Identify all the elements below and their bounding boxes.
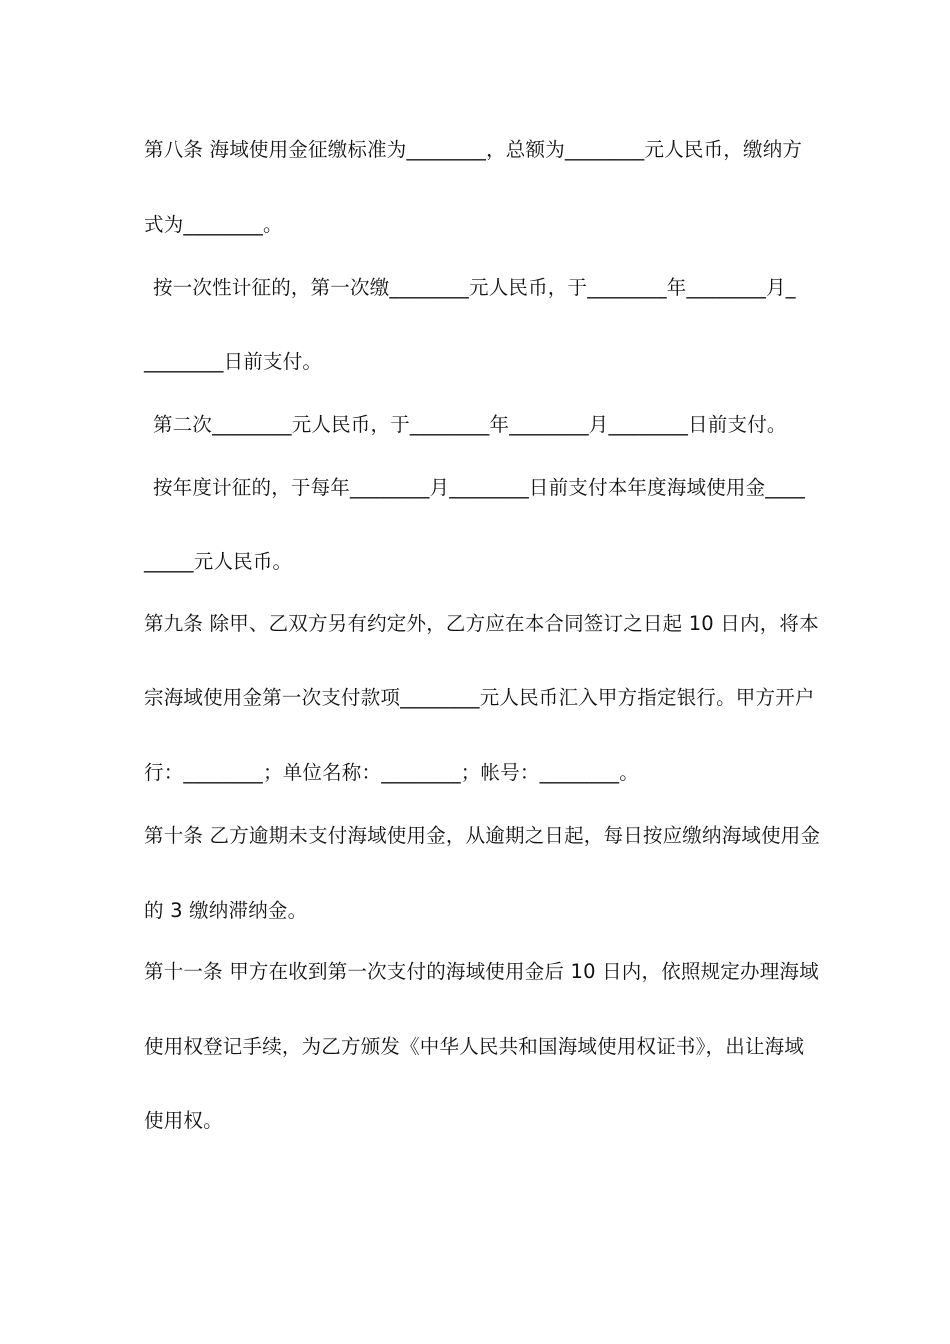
article-10-line-1: 第十条 乙方逾期未支付海域使用金，从逾期之日起，每日按应缴纳海域使用金: [144, 824, 821, 847]
article-11-line-1: 第十一条 甲方在收到第一次支付的海域使用金后 10 日内，依照规定办理海域: [144, 960, 819, 983]
article-8-line-1: 第八条 海域使用金征缴标准为________，总额为________元人民币，缴纳方: [144, 138, 803, 161]
annual-line-2: _____元人民币。: [144, 550, 293, 573]
article-11-line-3: 使用权。: [144, 1109, 223, 1132]
article-8-line-2: 式为________。: [144, 213, 283, 236]
second-payment-line: 第二次________元人民币，于________年________月________日前支付。: [153, 413, 787, 436]
annual-line-1: 按年度计征的，于每年________月________日前支付本年度海域使用金____: [153, 476, 806, 499]
article-9-line-2: 宗海域使用金第一次支付款项________元人民币汇入甲方指定银行。甲方开户: [144, 686, 815, 709]
article-10-line-2: 的 3 缴纳滞纳金。: [144, 899, 308, 922]
article-9-line-3: 行：________；单位名称：________；帐号：________。: [144, 761, 639, 784]
article-11-line-2: 使用权登记手续，为乙方颁发《中华人民共和国海域使用权证书》，出让海域: [144, 1035, 805, 1058]
article-9-line-1: 第九条 除甲、乙双方另有约定外，乙方应在本合同签订之日起 10 日内，将本: [144, 612, 819, 635]
lump-sum-line-2: ________日前支付。: [144, 350, 323, 373]
lump-sum-line-1: 按一次性计征的，第一次缴________元人民币，于________年________月_: [153, 276, 796, 299]
